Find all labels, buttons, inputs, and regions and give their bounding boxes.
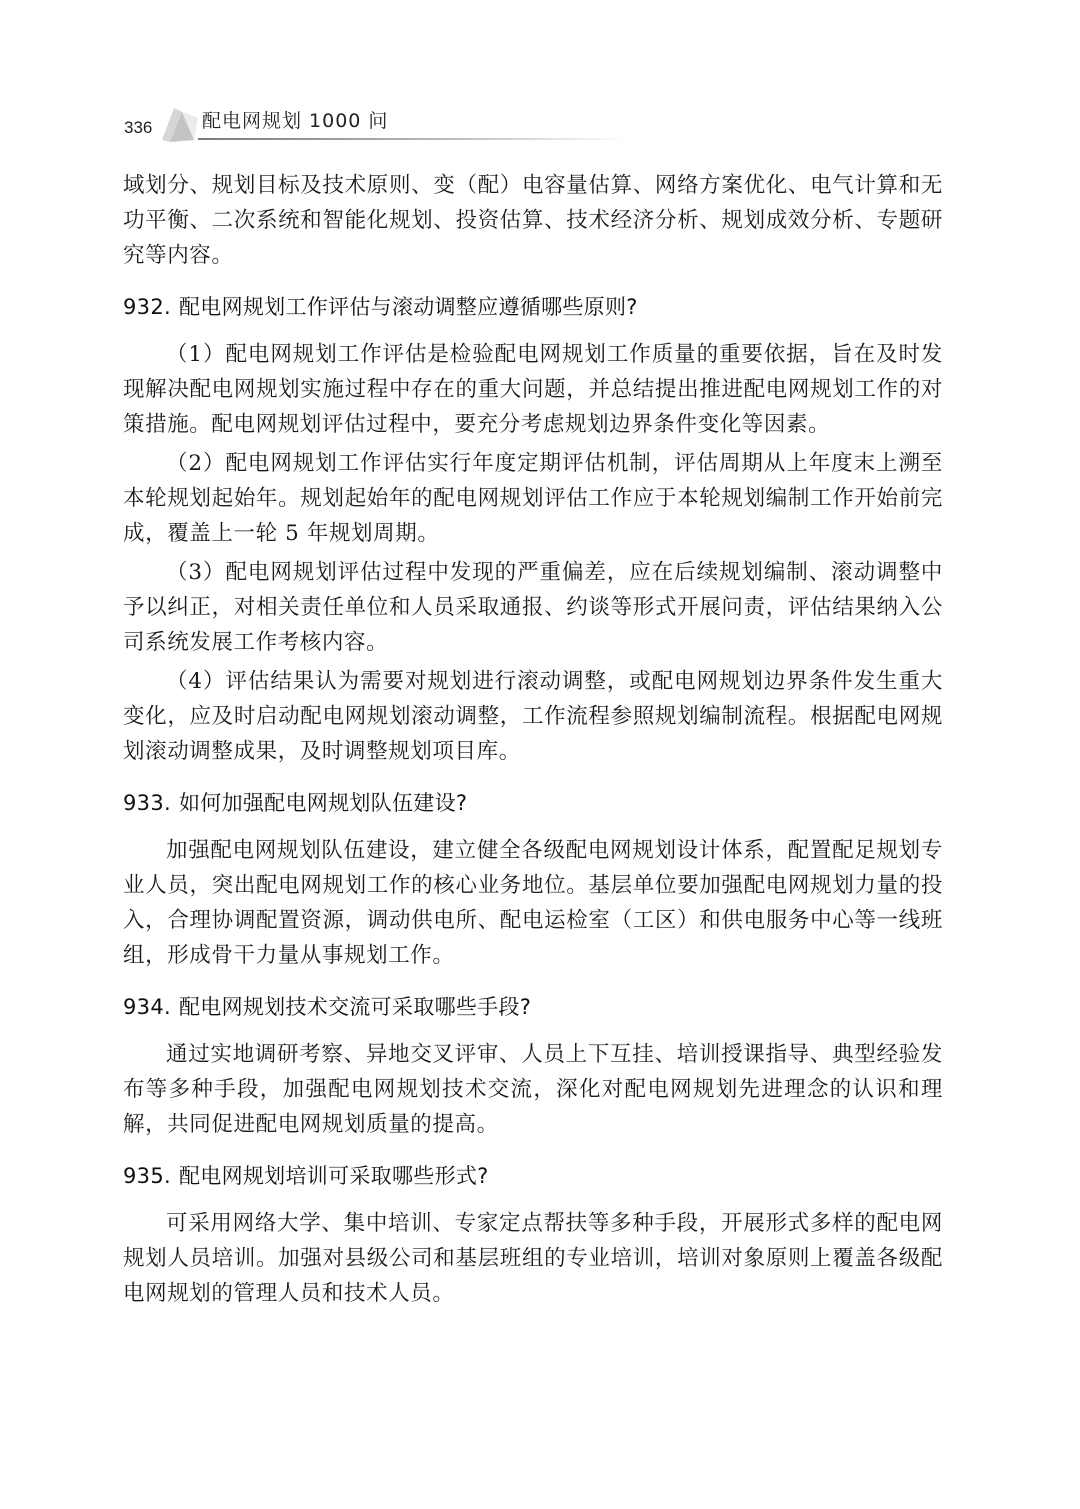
page-body xyxy=(123,168,943,1315)
question-number: 932. xyxy=(123,295,171,319)
question-heading xyxy=(123,787,943,819)
answer-paragraph: （1）配电网规划工作评估是检验配电网规划工作质量的重要依据，旨在及时发现解决配电网规划实施过程中存在的重大问题，并总结提出推进配电网规划工作的对策措施。配电网规划评估过程中，要充分考虑规划边界条件变化等因素。 xyxy=(123,342,943,437)
section-935 xyxy=(123,1160,943,1311)
question-number: 933. xyxy=(123,791,171,815)
answer-paragraph: （2）配电网规划工作评估实行年度定期评估机制，评估周期从上年度末上溯至本轮规划起始年。规划起始年的配电网规划评估工作应于本轮规划编制工作开始前完成，覆盖上一轮 5 年规划周期。 xyxy=(123,451,943,546)
question-text: 配电网规划技术交流可采取哪些手段? xyxy=(178,995,532,1019)
question-heading xyxy=(123,991,943,1023)
section-933 xyxy=(123,787,943,973)
answer-paragraph: 可采用网络大学、集中培训、专家定点帮扶等多种手段，开展形式多样的配电网规划人员培训。加强对县级公司和基层班组的专业培训，培训对象原则上覆盖各级配电网规划的管理人员和技术人员。 xyxy=(123,1211,943,1306)
question-heading xyxy=(123,1160,943,1192)
question-number: 935. xyxy=(123,1164,171,1188)
question-number: 934. xyxy=(123,995,171,1019)
question-heading xyxy=(123,291,943,323)
header-rule xyxy=(198,138,628,140)
answer-paragraph: 加强配电网规划队伍建设，建立健全各级配电网规划设计体系，配置配足规划专业人员，突出配电网规划工作的核心业务地位。基层单位要加强配电网规划力量的投入，合理协调配置资源，调动供电所、配电运检室（工区）和供电服务中心等一线班组，形成骨干力量从事规划工作。 xyxy=(123,838,943,968)
question-text: 配电网规划工作评估与滚动调整应遵循哪些原则? xyxy=(178,295,638,319)
answer-paragraph: 通过实地调研考察、异地交叉评审、人员上下互挂、培训授课指导、典型经验发布等多种手段，加强配电网规划技术交流，深化对配电网规划先进理念的认识和理解，共同促进配电网规划质量的提高。 xyxy=(123,1042,943,1137)
intro-continuation: 域划分、规划目标及技术原则、变（配）电容量估算、网络方案优化、电气计算和无功平衡、二次系统和智能化规划、投资估算、技术经济分析、规划成效分析、专题研究等内容。 xyxy=(123,173,943,268)
page-number: 336 xyxy=(124,118,153,137)
answer-paragraph: （4）评估结果认为需要对规划进行滚动调整，或配电网规划边界条件发生重大变化，应及时启动配电网规划滚动调整，工作流程参照规划编制流程。根据配电网规划滚动调整成果，及时调整规划项目库。 xyxy=(123,669,943,764)
question-text: 如何加强配电网规划队伍建设? xyxy=(178,791,468,815)
header-book-icon xyxy=(160,104,200,142)
question-text: 配电网规划培训可采取哪些形式? xyxy=(178,1164,489,1188)
section-932 xyxy=(123,291,943,769)
book-title: 配电网规划 1000 问 xyxy=(202,110,389,132)
page-header xyxy=(120,96,1000,146)
section-934 xyxy=(123,991,943,1142)
answer-paragraph: （3）配电网规划评估过程中发现的严重偏差，应在后续规划编制、滚动调整中予以纠正，对相关责任单位和人员采取通报、约谈等形式开展问责，评估结果纳入公司系统发展工作考核内容。 xyxy=(123,560,943,655)
